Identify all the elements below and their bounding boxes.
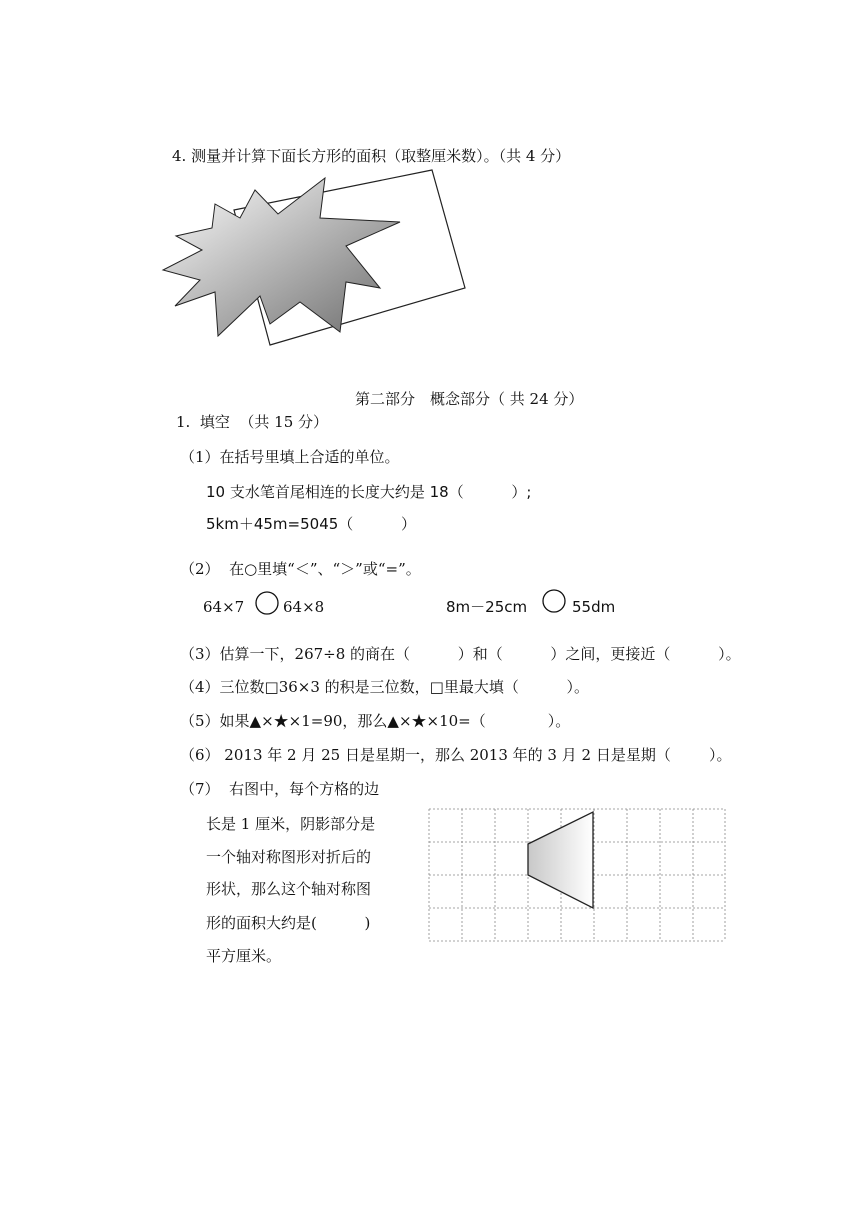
q4-line: （4）三位数□36×3 的积是三位数，□里最大填（ ）。 (180, 678, 590, 696)
q1-line1: 10 支水笔首尾相连的长度大约是 18（ ）; (206, 483, 532, 501)
q5-line: （5）如果▲×★×1=90，那么▲×★×10=（ ）。 (180, 712, 571, 730)
shaded-trapezoid (528, 812, 593, 908)
q7-line-4: 形的面积大约是( ) (206, 914, 371, 932)
q2-left-a: 64×7 (203, 598, 245, 616)
q7-line-5: 平方厘米。 (206, 947, 282, 965)
grid-figure (428, 808, 728, 943)
q7-line-3: 形状，那么这个轴对称图 (206, 880, 372, 898)
q3-line: （3）估算一下，267÷8 的商在（ ）和（ ）之间，更接近（ ）。 (180, 645, 741, 663)
q1-line2: 5km＋45m=5045（ ） (206, 515, 416, 533)
q1-label: （1）在括号里填上合适的单位。 (180, 448, 400, 466)
part2-heading: 第二部分 概念部分（ 共 24 分） (355, 390, 584, 408)
compare-circle-1 (254, 590, 280, 616)
q7-line-2: 一个轴对称图形对折后的 (206, 848, 372, 866)
q2-right-b: 55dm (572, 598, 616, 616)
compare-circle-2 (541, 588, 567, 614)
q2-right-a: 8m－25cm (446, 598, 528, 616)
q2-left-b: 64×8 (283, 598, 325, 616)
q4-title: 4. 测量并计算下面长方形的面积（取整厘米数）。（共 4 分） (172, 147, 571, 165)
q7-label: （7） 右图中，每个方格的边 (180, 780, 380, 798)
fill-title: 1. 填空 （共 15 分） (176, 413, 329, 431)
q4-figure (160, 170, 480, 370)
q7-line-1: 长是 1 厘米，阴影部分是 (206, 815, 376, 833)
q6-line: （6） 2013 年 2 月 25 日是星期一，那么 2013 年的 3 月 2 日是星期（ ）。 (180, 746, 732, 764)
q2-label: （2） 在○里填“＜”、“＞”或“=”。 (180, 560, 421, 578)
